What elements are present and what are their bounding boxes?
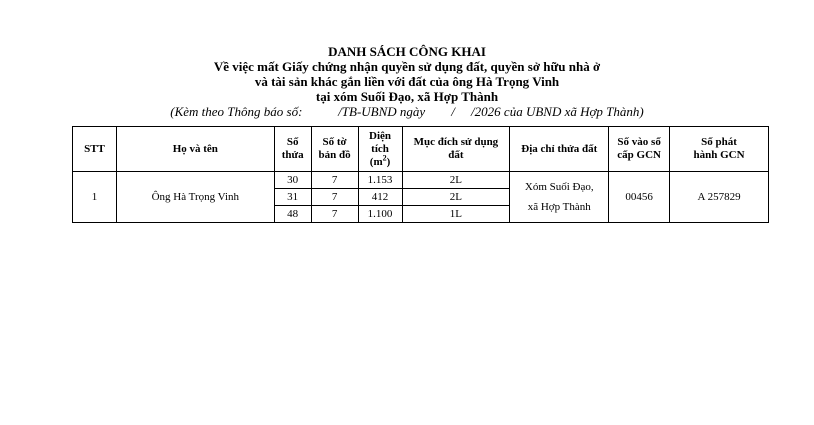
- cell-address: Xóm Suối Đạo, xã Hợp Thành: [510, 172, 609, 223]
- table-header-row: [73, 127, 769, 172]
- header-stt: STT: [73, 127, 117, 172]
- header-address: Địa chỉ thửa đất: [510, 127, 609, 172]
- cell-area: 1.100: [358, 206, 402, 223]
- document-subtitle-line-2: và tài sản khác gắn liền với đất của ông Hà Trọng Vinh: [254, 74, 560, 89]
- header-area: Diện tích $(m^2)$: [358, 127, 402, 172]
- cell-map-sheet: 7: [311, 206, 358, 223]
- header-plot-no: Số thửa: [274, 127, 311, 172]
- header-map-sheet: Số tờ bản đồ: [311, 127, 358, 172]
- attachment-note: (Kèm theo Thông báo số: /TB-UBND ngày / /2026 của UBND xã Hợp Thành): [170, 104, 644, 119]
- cell-plot-no: 31: [274, 189, 311, 206]
- header-cert-serial-no: Số phát hành GCN: [670, 127, 769, 172]
- cell-purpose: 1L: [402, 206, 510, 223]
- document-subtitle-line-1: Về việc mất Giấy chứng nhận quyền sử dụng đất, quyền sở hữu nhà ở: [213, 59, 601, 74]
- cell-name: Ông Hà Trọng Vinh: [116, 172, 274, 223]
- cell-map-sheet: 7: [311, 189, 358, 206]
- cell-map-sheet: 7: [311, 172, 358, 189]
- cell-area: 1.153: [358, 172, 402, 189]
- cell-plot-no: 30: [274, 172, 311, 189]
- header-name: Họ và tên: [116, 127, 274, 172]
- cell-stt: 1: [73, 172, 117, 223]
- header-purpose: Mục đích sử dụng đất: [402, 127, 510, 172]
- cell-area: 412: [358, 189, 402, 206]
- document-title: DANH SÁCH CÔNG KHAI: [328, 44, 486, 59]
- cell-cert-serial-no: A 257829: [670, 172, 769, 223]
- loss-list-table: [72, 126, 769, 223]
- document-header: [0, 44, 814, 119]
- cell-purpose: 2L: [402, 172, 510, 189]
- cell-purpose: 2L: [402, 189, 510, 206]
- cell-plot-no: 48: [274, 206, 311, 223]
- table-row: [73, 172, 769, 189]
- header-cert-book-no: Số vào sổ cấp GCN: [609, 127, 670, 172]
- cell-cert-book-no: 00456: [609, 172, 670, 223]
- document-subtitle-line-3: tại xóm Suối Đạo, xã Hợp Thành: [315, 89, 499, 104]
